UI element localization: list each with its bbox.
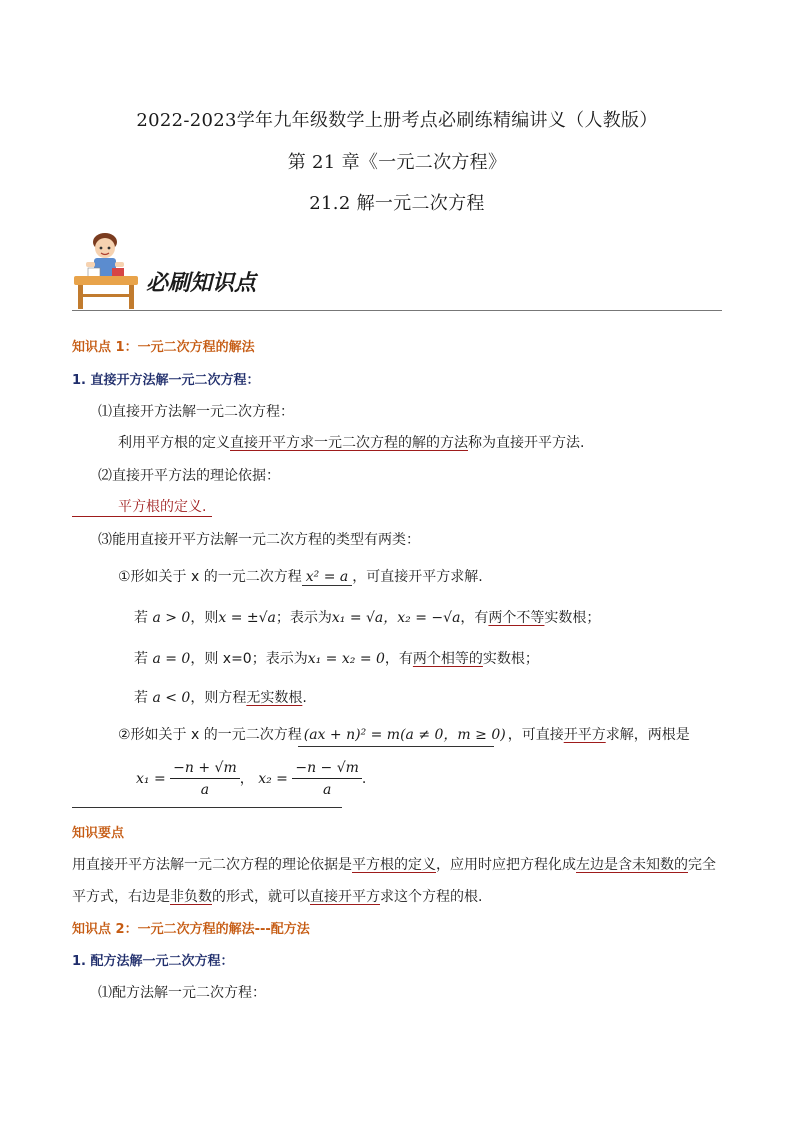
type1-equation: x² = a [302, 569, 353, 586]
k1-case-zero: 若 a = 0，则 x=0；表示为x₁ = x₂ = 0，有两个相等的实数根； [134, 651, 539, 667]
k1-case-negative: 若 a < 0，则方程无实数根. [134, 690, 307, 706]
section-title: 21.2 解一元二次方程 [309, 193, 485, 214]
k1-p1: ⑴直接开方法解一元二次方程： [98, 404, 294, 420]
k1-basis: 平方根的定义. [118, 499, 207, 515]
k2-p1: ⑴配方法解一元二次方程： [98, 985, 266, 1001]
k1-type1: ①形如关于 x 的一元二次方程 x² = a ，可直接开平方求解. [118, 569, 483, 585]
doc-title: 2022-2023学年九年级数学上册考点必刷练精编讲义（人教版） [136, 110, 658, 131]
type2-underline [298, 746, 494, 747]
k2-sec1: 1. 配方法解一元二次方程： [72, 954, 234, 969]
banner-label: 必刷知识点 [146, 270, 257, 296]
k1-definition: 利用平方根的定义直接开平方求一元二次方程的解的方法称为直接开平方法. [118, 435, 585, 451]
banner-divider [72, 310, 722, 311]
k1-type2: ②形如关于 x 的一元二次方程 (ax + n)² = m(a ≠ 0，m ≥ 0) ，可直接开平方求解，两根是 [118, 724, 690, 744]
k1-sec1: 1. 直接开方法解一元二次方程： [72, 373, 260, 388]
k1-p3: ⑶能用直接开平方法解一元二次方程的类型有两类： [98, 532, 420, 548]
k1-heading: 知识点 1：一元二次方程的解法 [72, 340, 255, 355]
def-underline: 直接开平方求一元二次方程的解的方法 [230, 435, 468, 451]
chapter-title: 第 21 章《一元二次方程》 [287, 152, 507, 173]
keypoint-line1: 用直接开平方法解一元二次方程的理论依据是平方根的定义，应用时应把方程化成左边是含未知数的完全 [72, 857, 716, 873]
keypoint-line2: 平方式，右边是非负数的形式，就可以直接开平方求这个方程的根. [72, 889, 483, 905]
keypoint-heading: 知识要点 [72, 826, 125, 841]
type2-equation: (ax + n)² = m(a ≠ 0，m ≥ 0) [303, 727, 506, 743]
student-at-desk-icon [72, 226, 142, 312]
k1-p2: ⑵直接开平方法的理论依据： [98, 468, 280, 484]
k2-heading: 知识点 2：一元二次方程的解法---配方法 [72, 922, 310, 937]
roots-underline [72, 807, 342, 808]
k1-roots: x₁ = $\frac{-n + √m}{a}$ ， x₂ = $\frac{-n - √m}{a}$ . [136, 760, 367, 798]
k1-case-positive: 若 a > 0，则x = ±√a；表示为x₁ = √a，x₂ = −√a，有两个不等实数根； [134, 610, 601, 626]
basis-underline [72, 516, 212, 517]
